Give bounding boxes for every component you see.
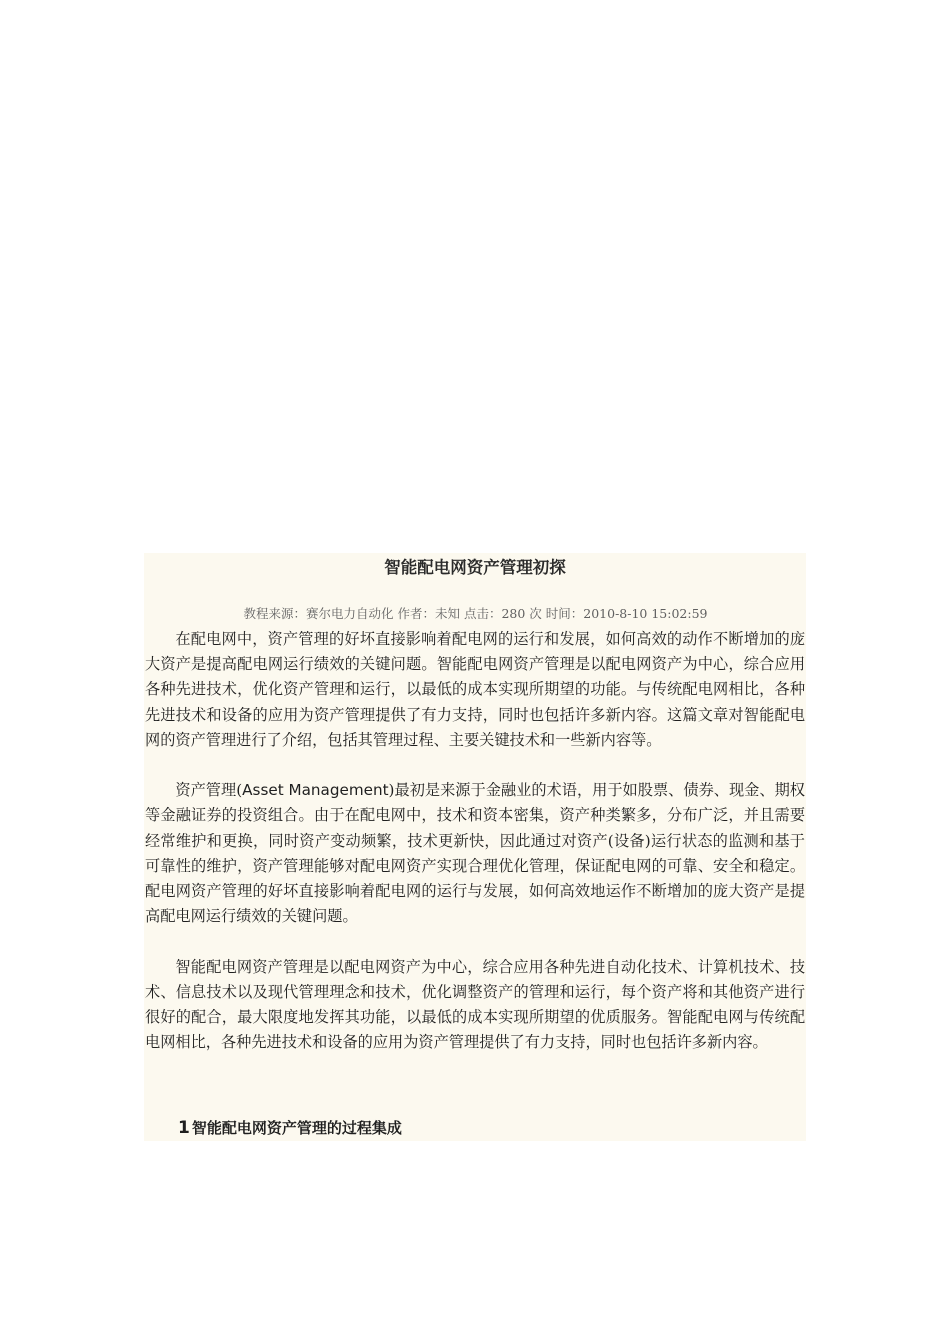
paragraph-asset-post: )最初是来源于金融业的术语，用于如股票、债券、现金、期权等金融证券的投资组合。由于在配电网中，技术和资本密集，资产种类繁多，分布广泛，并且需要经常维护和更换，同时资产变动频繁，技术更新快，因此通过对资产(设备)运行状态的监测和基于可靠性的维护，资产管理能够对配电网资产实现合理优化管理，保证配电网的可靠、安全和稳定。配电网资产管理的好坏直接影响着配电网的运行与发展，如何高效地运作不断增加的庞大资产是提高配电网运行绩效的关键问题。 — [145, 781, 805, 926]
paragraph-smart-grid: 智能配电网资产管理是以配电网资产为中心，综合应用各种先进自动化技术、计算机技术、技术、信息技术以及现代管理理念和技术，优化调整资产的管理和运行，每个资产将和其他资产进行很好的配合，最大限度地发挥其功能，以最低的成本实现所期望的优质服务。智能配电网与传统配电网相比，各种先进技术和设备的应用为资产管理提供了有力支持，同时也包括许多新内容。 — [145, 957, 805, 1052]
article-body — [145, 627, 805, 1081]
article-panel — [144, 553, 806, 1141]
section-title: 智能配电网资产管理的过程集成 — [191, 1119, 402, 1137]
asset-management-term: Asset Management — [242, 781, 389, 800]
paragraph-asset-management — [145, 778, 805, 929]
paragraph-intro: 在配电网中，资产管理的好坏直接影响着配电网的运行和发展，如何高效的动作不断增加的庞大资产是提高配电网运行绩效的关键问题。智能配电网资产管理是以配电网资产为中心，综合应用各种先进技术，优化资产管理和运行，以最低的成本实现所期望的功能。与传统配电网相比，各种先进技术和设备的应用为资产管理提供了有力支持，同时也包括许多新内容。这篇文章对智能配电网的资产管理进行了介绍，包括其管理过程、主要关键技术和一些新内容等。 — [145, 630, 805, 749]
section-number: 1 — [178, 1118, 190, 1138]
section-heading — [178, 1117, 402, 1139]
article-meta: 教程来源：赛尔电力自动化 作者：未知 点击：280 次 时间：2010-8-10 15:02:59 — [243, 606, 708, 621]
paragraph-asset-pre: 资产管理( — [175, 781, 243, 800]
article-title: 智能配电网资产管理初探 — [384, 558, 566, 577]
